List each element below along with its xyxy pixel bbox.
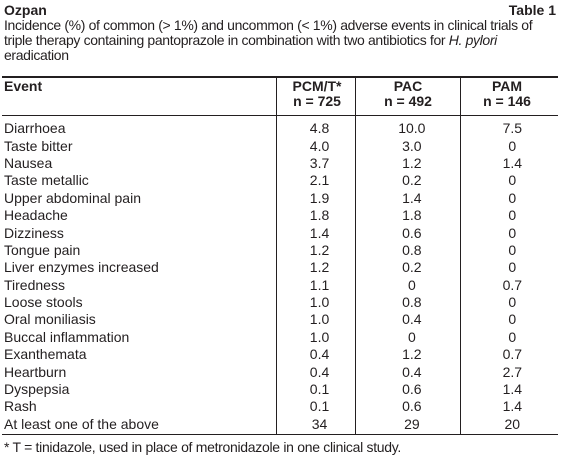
pcm-value-cell: 1.0: [309, 311, 330, 328]
top-rule: [2, 76, 558, 78]
pac-value-cell: 0.8: [402, 294, 422, 311]
event-name-cell: Tiredness: [4, 276, 65, 293]
table-row: [4, 137, 560, 154]
pac-value-cell: 29: [404, 415, 420, 432]
column-header-pcm-label: PCM/T*: [292, 78, 342, 94]
event-name-cell: Rash: [4, 398, 37, 415]
event-name-cell: Dizziness: [4, 224, 64, 241]
pac-value-cell: 0.6: [402, 381, 422, 398]
event-name-cell: Diarrhoea: [4, 120, 66, 137]
pac-value-cell: 3.0: [402, 137, 422, 154]
pcm-value-cell: 4.0: [309, 137, 330, 154]
column-header-pac-label: PAC: [393, 78, 423, 94]
pam-value-cell: 0: [508, 311, 517, 328]
pam-value-cell: 1.4: [502, 381, 523, 398]
event-name-cell: Headache: [4, 207, 68, 224]
pcm-value-cell: 1.2: [309, 259, 330, 276]
pcm-value-cell: 3.7: [309, 154, 330, 171]
pam-value-cell: 0: [508, 207, 517, 224]
pac-value-cell: 0: [407, 276, 416, 293]
table-row: [4, 120, 560, 137]
table-row: [4, 172, 560, 189]
caption-text: Incidence (%) of common (> 1%) and uncommon (< 1%) adverse events in clinical trials of triple therapy containing pantoprazole in combination with two antibiotics for: [4, 17, 533, 48]
event-name-cell: Nausea: [4, 154, 53, 171]
pcm-value-cell: 1.4: [309, 224, 330, 241]
table-row: [4, 311, 560, 328]
table-row: [4, 346, 560, 363]
caption-italic: H. pylori: [448, 32, 497, 48]
pcm-value-cell: 0.1: [309, 398, 330, 415]
pcm-value-cell: 0.1: [309, 381, 330, 398]
table-row: [4, 259, 560, 276]
bottom-rule: [2, 434, 558, 435]
event-name-cell: Taste metallic: [4, 172, 89, 189]
event-name-cell: Upper abdominal pain: [4, 189, 141, 206]
caption-tail: eradication: [4, 47, 69, 63]
table-caption: [4, 18, 560, 63]
event-name-cell: At least one of the above: [4, 415, 159, 432]
pam-value-cell: 0.7: [502, 346, 523, 363]
table-row: [4, 329, 560, 346]
pac-value-cell: 0.6: [402, 398, 422, 415]
table-row: [4, 294, 560, 311]
pam-value-cell: 1.4: [502, 154, 523, 171]
event-name-cell: Taste bitter: [4, 137, 73, 154]
table-number: Table 1: [508, 2, 556, 18]
pam-value-cell: 7.5: [502, 120, 523, 137]
column-header-pcm: [278, 79, 356, 109]
event-name-cell: Liver enzymes increased: [4, 259, 159, 276]
event-name-cell: Loose stools: [4, 294, 83, 311]
pac-value-cell: 0.2: [402, 172, 422, 189]
drug-name: Ozpan: [4, 2, 47, 18]
title-row: [4, 2, 556, 18]
events-table: [4, 120, 560, 433]
column-header-pam-label: PAM: [491, 78, 523, 94]
pcm-value-cell: 4.8: [309, 120, 330, 137]
event-name-cell: Buccal inflammation: [4, 328, 130, 345]
column-header-pac: [356, 79, 460, 109]
table-row: [4, 207, 560, 224]
pam-value-cell: 0: [508, 172, 517, 189]
pam-value-cell: 0.7: [502, 276, 523, 293]
pcm-value-cell: 0.4: [309, 363, 330, 380]
pam-value-cell: 1.4: [502, 398, 523, 415]
pam-value-cell: 2.7: [502, 363, 523, 380]
column-header-pcm-n: n = 725: [293, 93, 341, 109]
table-row: [4, 363, 560, 380]
pac-value-cell: 0.6: [402, 224, 422, 241]
pac-value-cell: 0.4: [402, 363, 422, 380]
pac-value-cell: 1.2: [402, 346, 422, 363]
pam-value-cell: 0: [508, 241, 517, 258]
column-header-pam: [460, 79, 554, 109]
pam-value-cell: 0: [508, 294, 517, 311]
event-name-cell: Exanthemata: [4, 346, 87, 363]
pac-value-cell: 0.4: [402, 311, 422, 328]
table-row: [4, 224, 560, 241]
pac-value-cell: 1.4: [402, 189, 422, 206]
pcm-value-cell: 1.2: [309, 241, 330, 258]
pcm-value-cell: 1.1: [309, 276, 330, 293]
pcm-value-cell: 2.1: [309, 172, 330, 189]
event-name-cell: Oral moniliasis: [4, 311, 96, 328]
table-row: [4, 416, 560, 433]
pam-value-cell: 0: [508, 189, 517, 206]
pac-value-cell: 0.2: [402, 259, 422, 276]
column-header-event: Event: [4, 78, 43, 94]
table-row: [4, 190, 560, 207]
table-row: [4, 381, 560, 398]
pam-value-cell: 0: [508, 259, 517, 276]
pcm-value-cell: 0.4: [309, 346, 330, 363]
pam-value-cell: 0: [508, 224, 517, 241]
column-header-pac-n: n = 492: [384, 93, 432, 109]
table-row: [4, 398, 560, 415]
pcm-value-cell: 1.0: [309, 294, 330, 311]
pcm-value-cell: 1.0: [309, 328, 330, 345]
pam-value-cell: 20: [504, 415, 521, 432]
pcm-value-cell: 1.9: [309, 189, 330, 206]
event-name-cell: Dyspepsia: [4, 381, 70, 398]
pac-value-cell: 10.0: [398, 120, 426, 137]
table-row: [4, 242, 560, 259]
pac-value-cell: 1.2: [402, 154, 422, 171]
column-header-pam-n: n = 146: [483, 93, 531, 109]
event-name-cell: Heartburn: [4, 363, 67, 380]
pac-value-cell: 0.8: [402, 241, 422, 258]
pac-value-cell: 1.8: [402, 207, 422, 224]
table-row: [4, 277, 560, 294]
table-row: [4, 155, 560, 172]
footnote: * T = tinidazole, used in place of metronidazole in one clinical study.: [4, 439, 402, 455]
pac-value-cell: 0: [407, 328, 416, 345]
pcm-value-cell: 1.8: [309, 207, 330, 224]
event-name-cell: Tongue pain: [4, 241, 81, 258]
pam-value-cell: 0: [508, 137, 517, 154]
pam-value-cell: 0: [508, 328, 517, 345]
pcm-value-cell: 34: [311, 415, 328, 432]
header-rule: [2, 115, 558, 116]
